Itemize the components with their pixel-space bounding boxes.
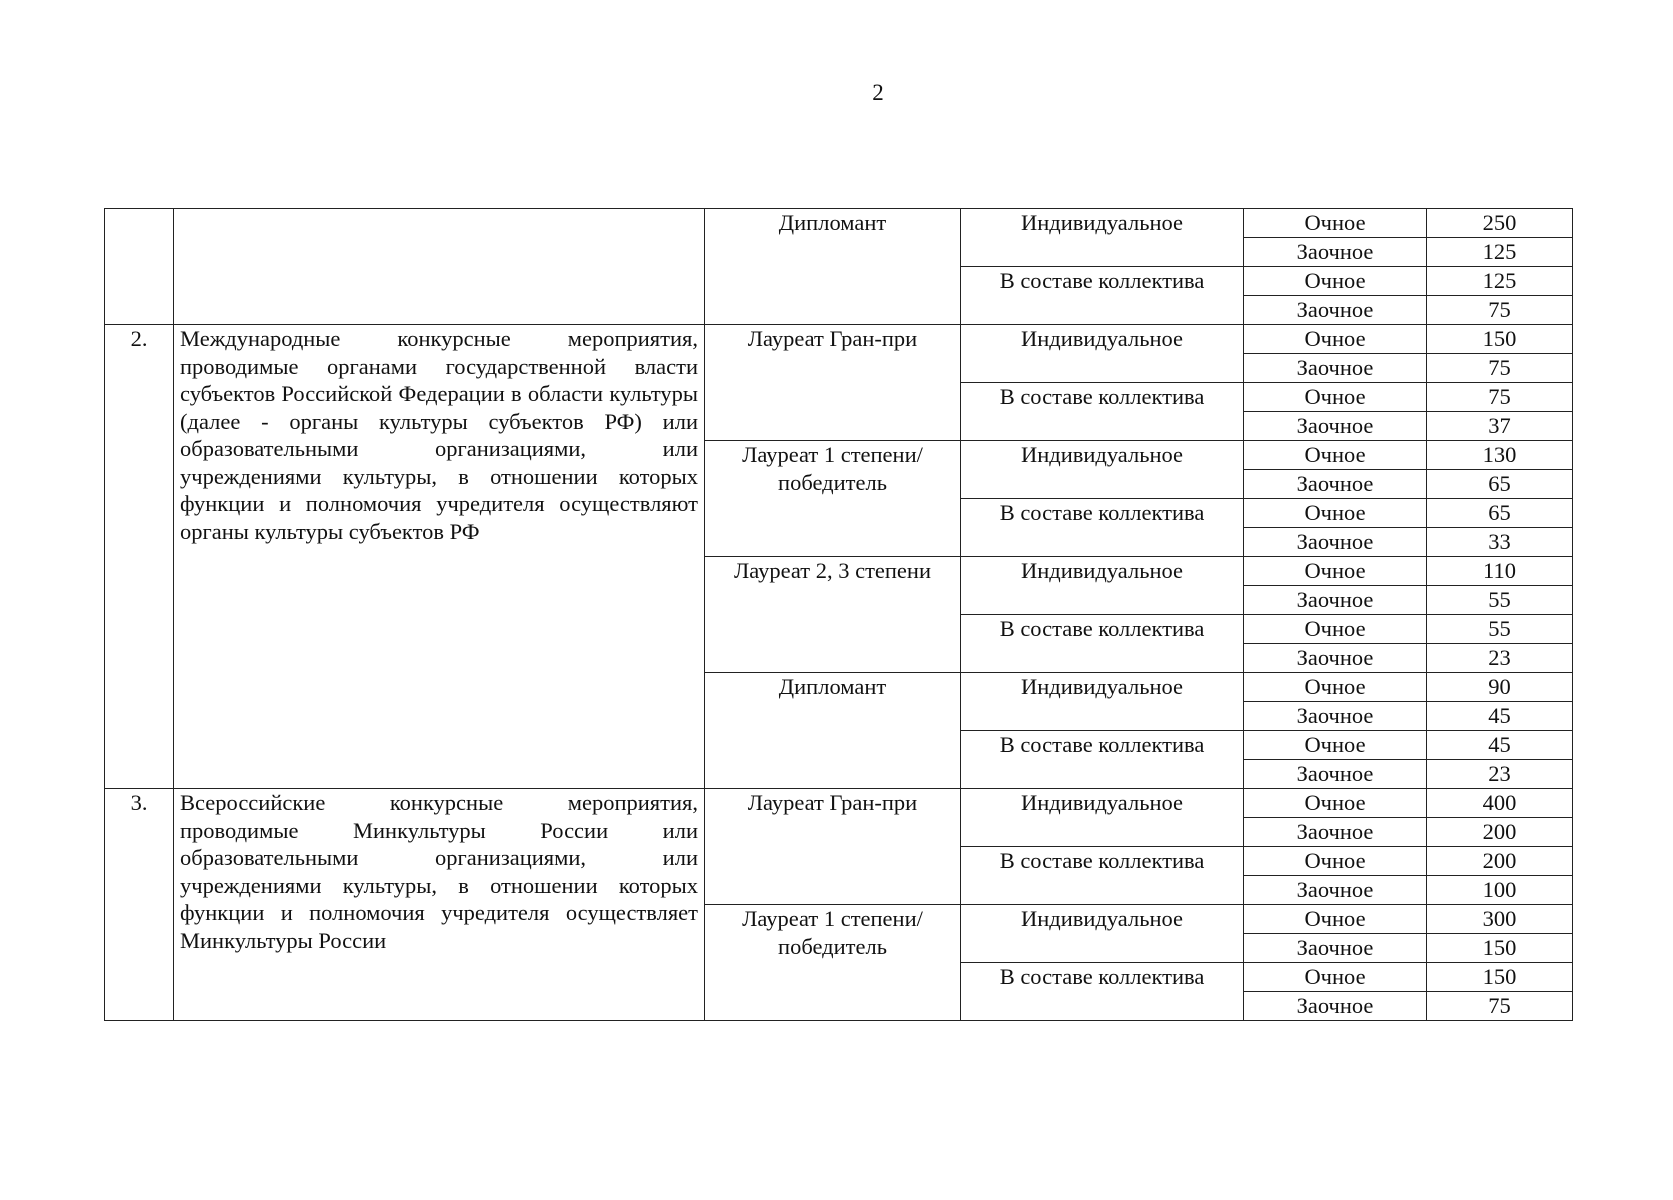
award-title: Лауреат Гран-при (705, 789, 961, 905)
participation-form: Очное (1244, 847, 1427, 876)
points-value: 45 (1427, 731, 1573, 760)
participation-form: Заочное (1244, 586, 1427, 615)
participation-form: Заочное (1244, 528, 1427, 557)
participation-form: Очное (1244, 499, 1427, 528)
participation-form: Заочное (1244, 238, 1427, 267)
participation-form: Очное (1244, 383, 1427, 412)
award-title: Лауреат 1 степени/ победитель (705, 905, 961, 1021)
participation-form: Очное (1244, 325, 1427, 354)
points-value: 90 (1427, 673, 1573, 702)
points-value: 125 (1427, 267, 1573, 296)
participation-type: Индивидуальное (961, 905, 1244, 963)
participation-form: Очное (1244, 789, 1427, 818)
participation-type: Индивидуальное (961, 441, 1244, 499)
points-value: 300 (1427, 905, 1573, 934)
participation-form: Заочное (1244, 296, 1427, 325)
participation-type: В составе коллектива (961, 963, 1244, 1021)
participation-form: Заочное (1244, 412, 1427, 441)
points-value: 110 (1427, 557, 1573, 586)
points-value: 75 (1427, 354, 1573, 383)
participation-form: Заочное (1244, 876, 1427, 905)
participation-type: В составе коллектива (961, 499, 1244, 557)
award-title: Дипломант (705, 209, 961, 325)
points-value: 150 (1427, 325, 1573, 354)
participation-form: Заочное (1244, 760, 1427, 789)
scoring-table (104, 208, 1573, 1021)
section-number (105, 209, 174, 325)
participation-type: Индивидуальное (961, 325, 1244, 383)
points-value: 55 (1427, 586, 1573, 615)
scoring-table-body (105, 209, 1573, 1021)
participation-form: Очное (1244, 731, 1427, 760)
section-number: 2. (105, 325, 174, 789)
participation-type: Индивидуальное (961, 209, 1244, 267)
points-value: 23 (1427, 760, 1573, 789)
points-value: 75 (1427, 296, 1573, 325)
section-description: Международные конкурсные мероприятия, проводимые органами государственной власти субъектов Российской Федерации в области культуры (далее - органы культуры субъектов РФ) или образовательными организациями, или учреждениями культуры, в отношении которых функции и полномочия учредителя осуществляют органы культуры субъектов РФ (174, 325, 705, 789)
participation-form: Очное (1244, 615, 1427, 644)
points-value: 37 (1427, 412, 1573, 441)
participation-form: Очное (1244, 905, 1427, 934)
participation-form: Очное (1244, 963, 1427, 992)
table-row (105, 325, 1573, 354)
participation-form: Очное (1244, 267, 1427, 296)
participation-type: Индивидуальное (961, 673, 1244, 731)
points-value: 130 (1427, 441, 1573, 470)
participation-form: Заочное (1244, 702, 1427, 731)
participation-form: Заочное (1244, 934, 1427, 963)
participation-form: Очное (1244, 557, 1427, 586)
participation-form: Заочное (1244, 470, 1427, 499)
participation-form: Очное (1244, 209, 1427, 238)
award-title: Лауреат Гран-при (705, 325, 961, 441)
points-value: 100 (1427, 876, 1573, 905)
points-value: 125 (1427, 238, 1573, 267)
table-row (105, 789, 1573, 818)
participation-type: В составе коллектива (961, 847, 1244, 905)
points-value: 65 (1427, 470, 1573, 499)
participation-form: Заочное (1244, 992, 1427, 1021)
points-value: 23 (1427, 644, 1573, 673)
table-row (105, 209, 1573, 238)
participation-type: В составе коллектива (961, 615, 1244, 673)
award-title: Дипломант (705, 673, 961, 789)
points-value: 250 (1427, 209, 1573, 238)
section-description (174, 209, 705, 325)
participation-form: Заочное (1244, 818, 1427, 847)
award-title: Лауреат 1 степени/ победитель (705, 441, 961, 557)
points-value: 33 (1427, 528, 1573, 557)
points-value: 75 (1427, 992, 1573, 1021)
points-value: 45 (1427, 702, 1573, 731)
participation-form: Заочное (1244, 354, 1427, 383)
points-value: 200 (1427, 818, 1573, 847)
section-description: Всероссийские конкурсные мероприятия, проводимые Минкультуры России или образовательными организациями, или учреждениями культуры, в отношении которых функции и полномочия учредителя осуществляет Минкультуры России (174, 789, 705, 1021)
participation-type: В составе коллектива (961, 383, 1244, 441)
participation-type: В составе коллектива (961, 267, 1244, 325)
points-value: 55 (1427, 615, 1573, 644)
participation-form: Очное (1244, 441, 1427, 470)
page-number: 2 (872, 80, 884, 105)
section-number: 3. (105, 789, 174, 1021)
points-value: 150 (1427, 934, 1573, 963)
participation-type: Индивидуальное (961, 789, 1244, 847)
participation-form: Заочное (1244, 644, 1427, 673)
participation-form: Очное (1244, 673, 1427, 702)
points-value: 150 (1427, 963, 1573, 992)
participation-type: В составе коллектива (961, 731, 1244, 789)
points-value: 400 (1427, 789, 1573, 818)
points-value: 65 (1427, 499, 1573, 528)
points-value: 75 (1427, 383, 1573, 412)
award-title: Лауреат 2, 3 степени (705, 557, 961, 673)
participation-type: Индивидуальное (961, 557, 1244, 615)
points-value: 200 (1427, 847, 1573, 876)
